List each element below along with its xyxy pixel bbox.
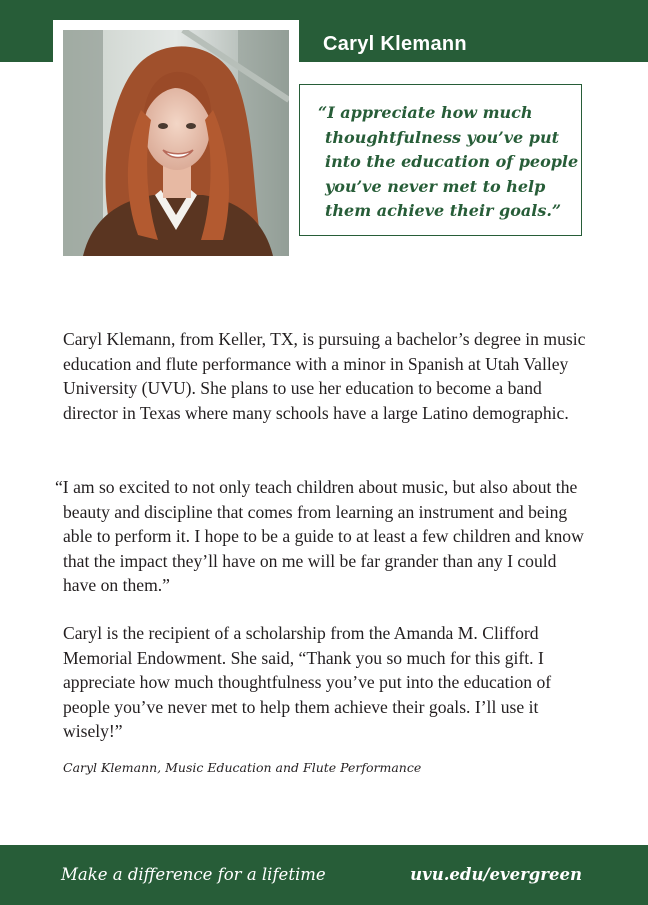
pull-quote-box (299, 84, 582, 236)
photo-frame (53, 20, 299, 266)
body-paragraph-1: Caryl Klemann, from Keller, TX, is pursuing a bachelor’s degree in music education and flute performance with a minor in Spanish at Utah Valley University (UVU). She plans to use her education to become a band director in Texas where many schools have a large Latino demographic. (63, 329, 586, 423)
student-name: Caryl Klemann (323, 33, 467, 55)
body-paragraph-3: Caryl is the recipient of a scholarship from the Amanda M. Clifford Memorial Endowment. She said, “Thank you so much for this gift. I appreciate how much thoughtfulness you’ve put into the education of people you’ve never met to help them achieve their goals. I’ll use it wisely!” (63, 623, 552, 741)
pull-quote: “I appreciate how much thoughtfulness you’ve put into the education of people you’ve never met to help them achieve their goals.” (318, 103, 579, 220)
footer-tagline: Make a difference for a lifetime (61, 865, 326, 884)
footer-band (0, 845, 648, 905)
attribution: Caryl Klemann, Music Education and Flute Performance (63, 760, 422, 775)
footer-url-link[interactable]: uvu.edu/evergreen (410, 865, 582, 884)
portrait-image (63, 30, 289, 256)
student-photo (63, 30, 289, 256)
body-paragraph-2: “I am so excited to not only teach children about music, but also about the beauty and discipline that comes from learning an instrument and being able to perform it. I hope to be a guide to at least a few children and know that the impact they’ll have on me will be far grander than any I could have on them.” (55, 477, 584, 595)
